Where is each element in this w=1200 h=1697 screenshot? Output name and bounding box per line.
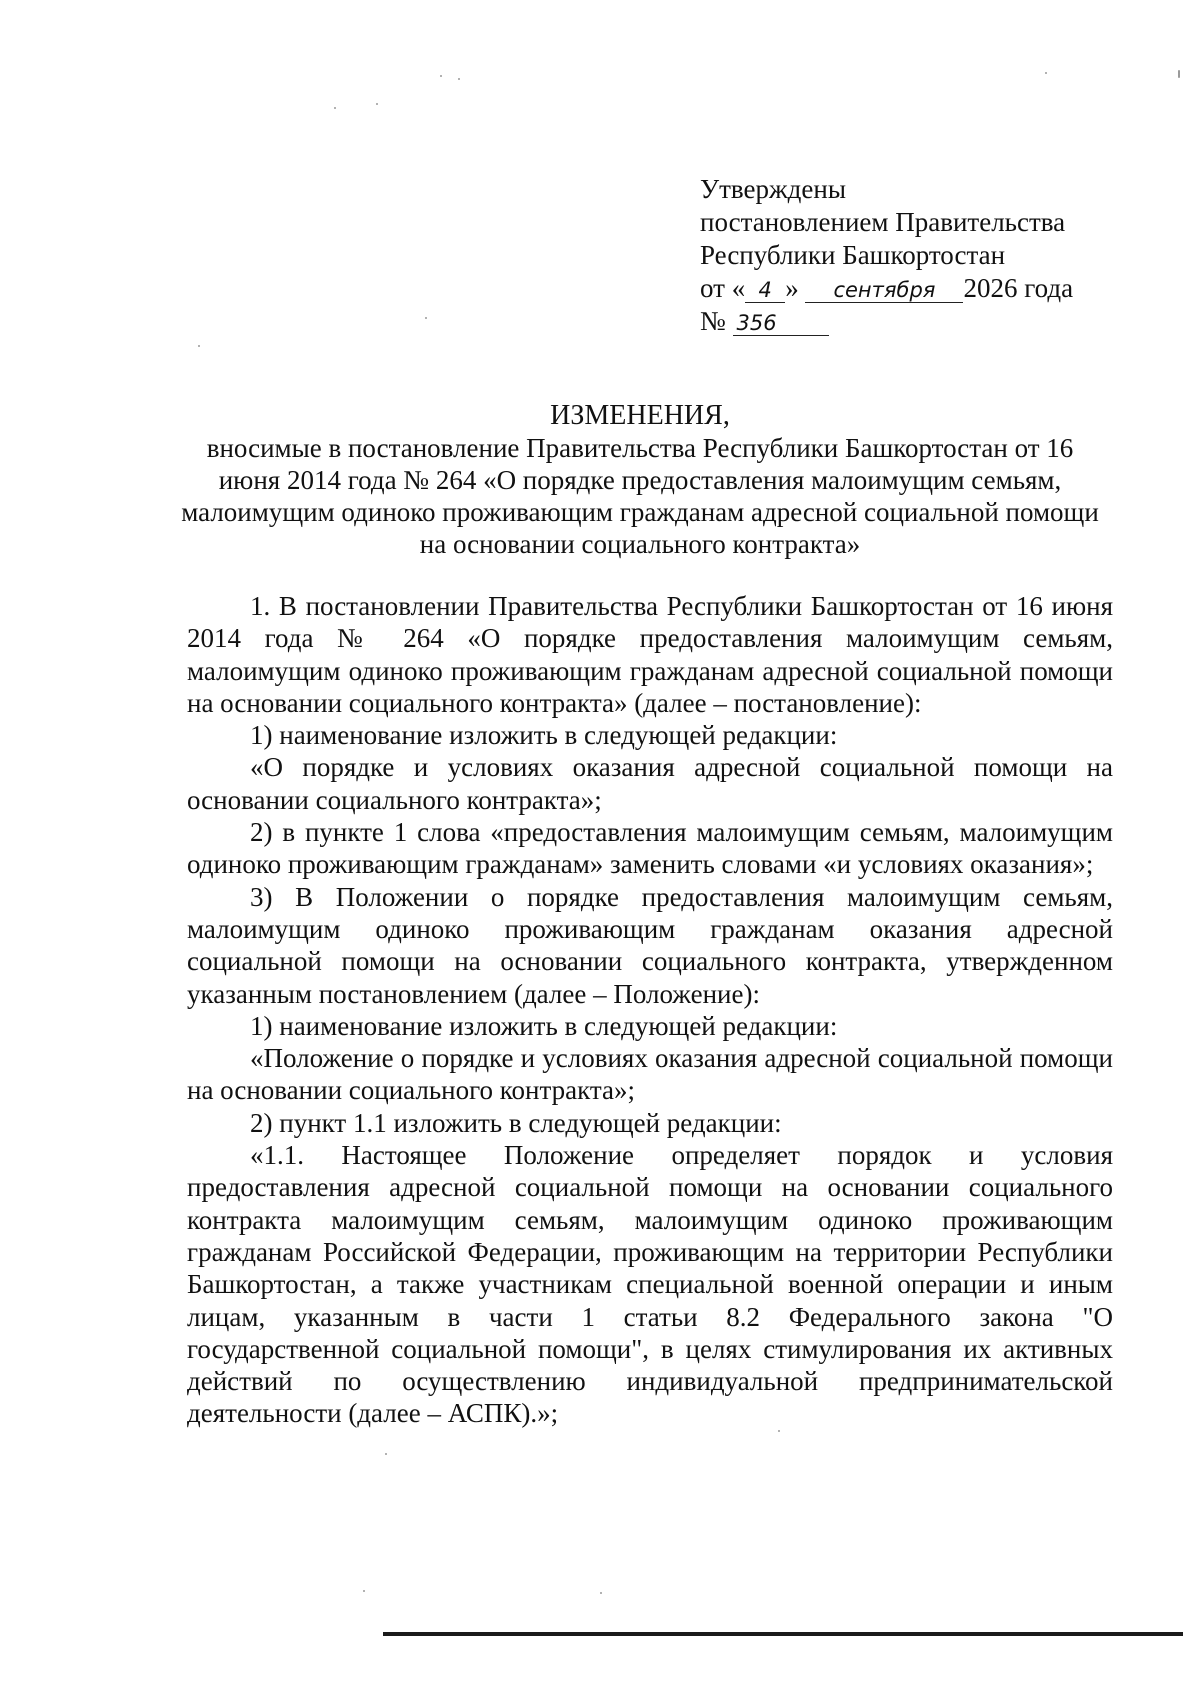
paragraph: 1) наименование изложить в следующей редакции: <box>250 1010 838 1041</box>
paragraph: «О порядке и условиях оказания адресной социальной помощи на основании социального контракта»; <box>187 752 1113 815</box>
approval-line-republic: Республики Башкортостан <box>700 240 1006 270</box>
scan-speck <box>440 75 442 77</box>
approval-date <box>700 272 1120 305</box>
scan-speck <box>334 107 336 109</box>
date-mid: » <box>785 273 799 303</box>
scan-speck <box>1178 70 1180 78</box>
scan-speck <box>1045 72 1047 74</box>
footer-rule <box>383 1632 1183 1636</box>
scan-speck <box>385 1453 387 1455</box>
approval-line-resolution: постановлением Правительства <box>700 207 1066 237</box>
date-year: 2026 года <box>963 273 1074 303</box>
paragraph: «Положение о порядке и условиях оказания адресной социальной помощи на основании социального контракта»; <box>187 1043 1113 1106</box>
title-subtitle: вносимые в постановление Правительства Республики Башкортостан от 16 июня 2014 года № 264 «О порядке предоставления малоимущим семьям, малоимущим одиноко проживающим гражданам адресной социальной помощи на основании социального контракта» <box>181 433 1099 559</box>
document-title <box>180 400 1100 560</box>
handwritten-day: 4 <box>745 278 785 303</box>
paragraph: «1.1. Настоящее Положение определяет порядок и условия предоставления адресной социальной помощи на основании социального контракта малоимущим семьям, малоимущим одиноко проживающим гражданам Российской Федерации, проживающим на территории Республики Башкортостан, а также участникам специальной военной операции и иным лицам, указанным в части 1 статьи 8.2 Федерального закона "О государственной социальной помощи", в целях стимулирования их активных действий по осуществлению индивидуальной предпринимательской деятельности (далее – АСПК).»; <box>187 1140 1113 1429</box>
scan-speck <box>376 103 378 105</box>
date-prefix: от « <box>700 273 746 303</box>
scan-speck <box>198 345 200 347</box>
title-heading: ИЗМЕНЕНИЯ, <box>550 400 730 431</box>
approval-block <box>700 173 1120 338</box>
scan-speck <box>363 1590 365 1592</box>
scan-speck <box>600 1592 602 1594</box>
number-sign: № <box>700 306 726 336</box>
scan-speck <box>425 317 427 319</box>
handwritten-number: 356 <box>733 311 829 336</box>
handwritten-month: сентября <box>805 278 963 303</box>
paragraph: 1) наименование изложить в следующей редакции: <box>250 720 838 751</box>
document-body <box>187 590 1113 1430</box>
approval-line-approved: Утверждены <box>700 174 846 204</box>
scan-speck <box>778 1430 780 1432</box>
paragraph: 2) пункт 1.1 изложить в следующей редакции: <box>250 1107 782 1138</box>
paragraph: 1. В постановлении Правительства Республики Башкортостан от 16 июня 2014 года № 264 «О порядке предоставления малоимущим семьям, малоимущим одиноко проживающим гражданам адресной социальной помощи на основании социального контракта» (далее – постановление): <box>187 591 1113 718</box>
scan-speck <box>458 78 460 80</box>
paragraph: 3) В Положении о порядке предоставления малоимущим семьям, малоимущим одиноко проживающим гражданам оказания адресной социальной помощи на основании социального контракта, утвержденном указанным постановлением (далее – Положение): <box>187 881 1113 1009</box>
paragraph: 2) в пункте 1 слова «предоставления малоимущим семьям, малоимущим одиноко проживающим гражданам» заменить словами «и условиях оказания»; <box>187 817 1113 880</box>
approval-number <box>700 305 1120 338</box>
